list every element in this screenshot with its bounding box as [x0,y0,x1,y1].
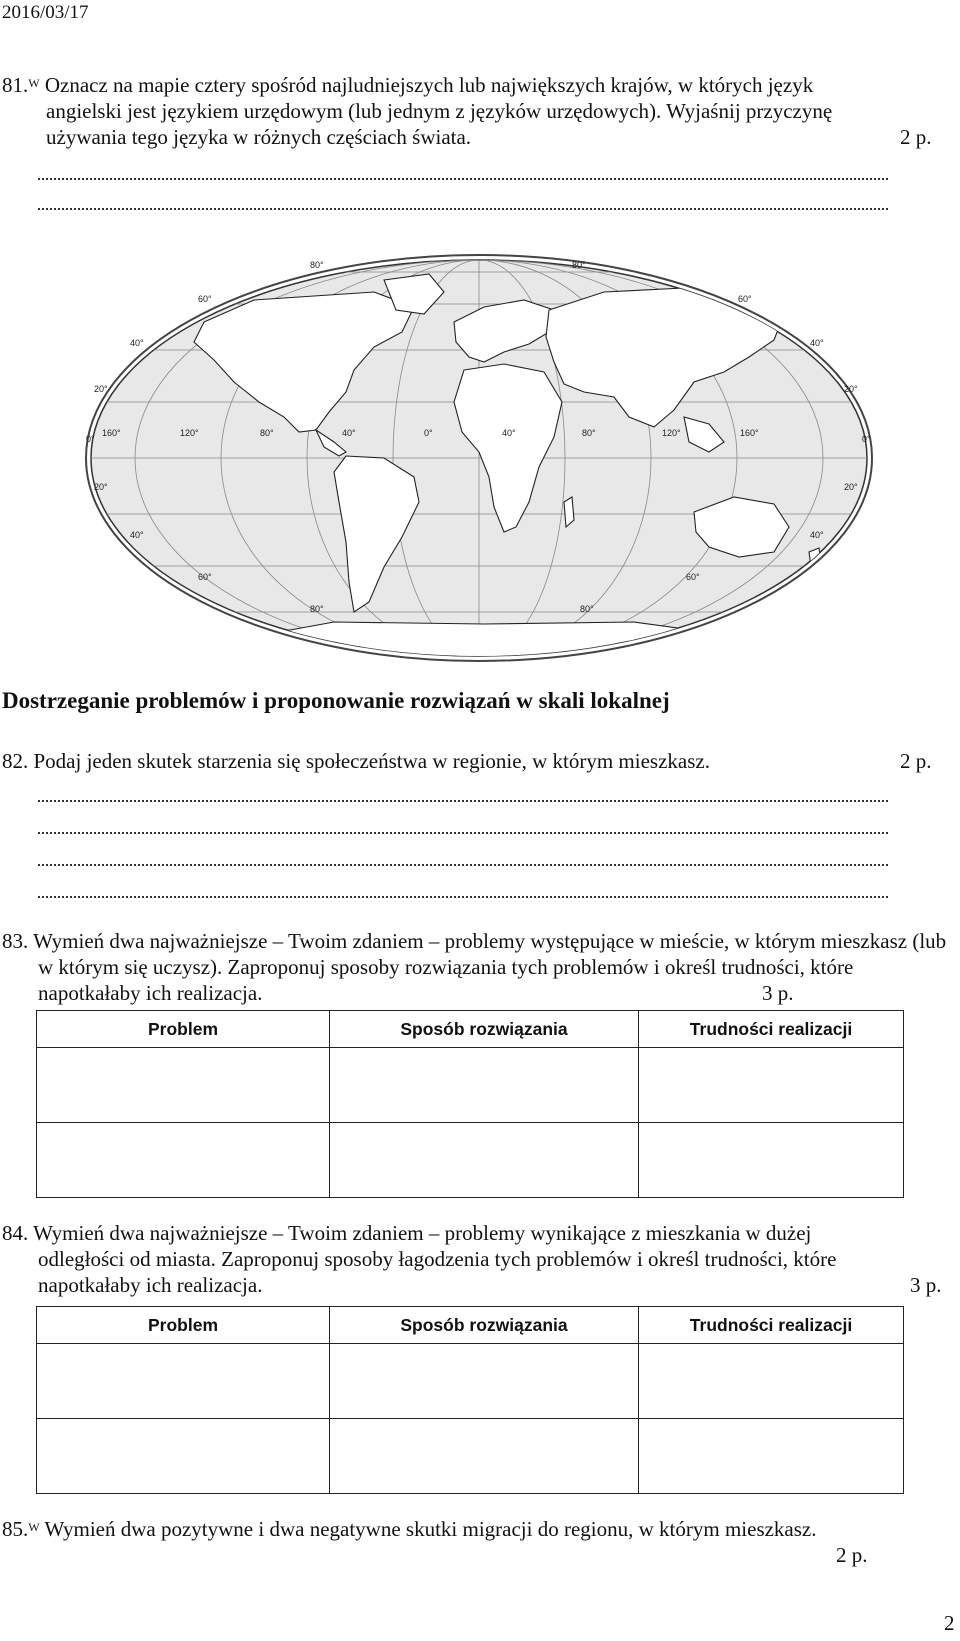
question-85 [2,1516,817,1542]
answer-line[interactable] [38,894,888,898]
answer-line[interactable] [38,798,888,802]
lat-label: 20° [94,384,108,394]
lat-label: 60° [198,294,212,304]
table-header: Trudności realizacji [639,1011,904,1048]
lat-label: 0° [862,434,871,444]
lat-label: 80° [572,260,586,270]
question-83-line1: 83. Wymień dwa najważniejsze – Twoim zdaniem – problemy występujące w mieście, w którym mieszkasz (lub [2,929,947,953]
answer-line[interactable] [38,830,888,834]
lat-label: 20° [844,384,858,394]
lon-label: 160° [102,428,121,438]
answer-table-84 [36,1306,904,1494]
question-84 [2,1220,960,1298]
table-row [37,1419,904,1494]
question-83 [2,928,960,1006]
table-header: Problem [37,1011,330,1048]
table-row [37,1048,904,1123]
table-row [37,1344,904,1419]
answer-line[interactable] [38,862,888,866]
lat-label: 80° [580,604,594,614]
table-row [37,1123,904,1198]
question-82: 82. Podaj jeden skutek starzenia się społeczeństwa w regionie, w którym mieszkasz. [2,749,710,773]
lat-label: 40° [130,530,144,540]
lon-label: 40° [342,428,356,438]
lon-label: 80° [582,428,596,438]
lon-label: 40° [502,428,516,438]
question-81-line2: angielski jest językiem urzędowym (lub jednym z języków urzędowych). Wyjaśnij przyczynę [46,99,833,123]
question-85-text: Wymień dwa pozytywne i dwa negatywne skutki migracji do regionu, w którym mieszkasz. [44,1517,817,1541]
question-85-number: 85. [2,1517,29,1541]
lat-label: 80° [310,604,324,614]
lon-label: 120° [662,428,681,438]
table-cell[interactable] [639,1344,904,1419]
question-81 [2,72,952,150]
lat-label: 40° [810,338,824,348]
table-cell[interactable] [330,1048,639,1123]
section-heading: Dostrzeganie problemów i proponowanie rozwiązań w skali lokalnej [2,688,670,713]
table-cell[interactable] [639,1123,904,1198]
question-81-number: 81. [2,73,29,97]
lat-label: 20° [844,482,858,492]
table-cell[interactable] [330,1419,639,1494]
question-82-points: 2 p. [900,749,932,773]
lat-label: 60° [738,294,752,304]
question-83-points: 3 p. [762,981,794,1005]
table-cell[interactable] [37,1344,330,1419]
table-header: Sposób rozwiązania [330,1011,639,1048]
table-cell[interactable] [330,1123,639,1198]
page-number: 2 [944,1611,955,1635]
lon-label: 120° [180,428,199,438]
question-85-points: 2 p. [836,1543,868,1567]
question-84-line3: napotkałaby ich realizacja. [38,1273,263,1297]
lat-label: 80° [310,260,324,270]
table-header: Problem [37,1307,330,1344]
question-84-line2: odległości od miasta. Zaproponuj sposoby łagodzenia tych problemów i określ trudności, które [38,1247,837,1271]
page-date: 2016/03/17 [2,2,89,23]
question-84-points: 3 p. [910,1273,942,1297]
table-header: Sposób rozwiązania [330,1307,639,1344]
lat-label: 60° [198,572,212,582]
table-cell[interactable] [639,1048,904,1123]
lat-label: 40° [130,338,144,348]
lat-label: 40° [810,530,824,540]
answer-line[interactable] [38,176,888,180]
question-83-line3: napotkałaby ich realizacja. [38,981,263,1005]
question-84-line1: 84. Wymień dwa najważniejsze – Twoim zdaniem – problemy wynikające z mieszkania w dużej [2,1221,812,1245]
lon-label: 160° [740,428,759,438]
answer-line[interactable] [38,206,888,210]
lon-label: 80° [260,428,274,438]
table-cell[interactable] [37,1123,330,1198]
table-cell[interactable] [37,1419,330,1494]
table-cell[interactable] [37,1048,330,1123]
world-map [84,252,874,664]
answer-table-83 [36,1010,904,1198]
lon-label: 0° [424,428,433,438]
table-header: Trudności realizacji [639,1307,904,1344]
question-85-marker: W [28,1520,40,1534]
table-cell[interactable] [639,1419,904,1494]
lat-label: 0° [86,434,95,444]
question-81-line3: używania tego języka w różnych częściach świata. [46,125,472,149]
question-81-marker: W [28,76,40,90]
question-81-line1: Oznacz na mapie cztery spośród najludniejszych lub największych krajów, w których język [44,73,814,97]
question-81-points: 2 p. [900,125,932,149]
table-cell[interactable] [330,1344,639,1419]
question-83-line2: w którym się uczysz). Zaproponuj sposoby rozwiązania tych problemów i określ trudności, które [38,955,854,979]
lat-label: 60° [686,572,700,582]
lat-label: 20° [94,482,108,492]
